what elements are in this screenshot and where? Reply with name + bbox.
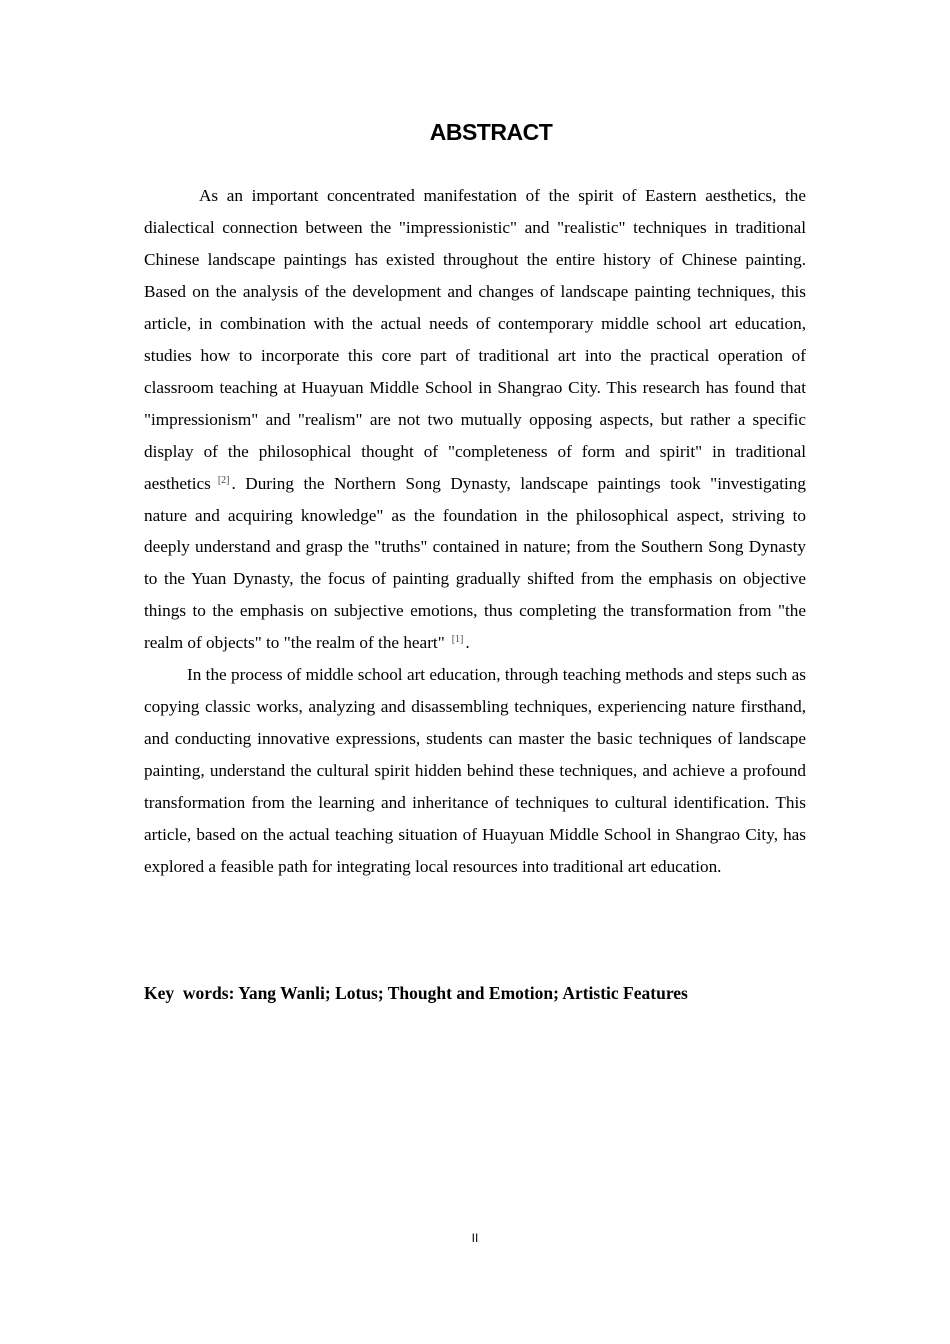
abstract-title: ABSTRACT: [429, 119, 553, 145]
citation-reference: [1]: [451, 634, 464, 646]
keywords-line: Key words: Yang Wanli; Lotus; Thought and Emotion; Artistic Features: [144, 983, 688, 1003]
citation-reference: [2]: [217, 474, 230, 486]
abstract-paragraph-1: [144, 180, 806, 659]
paragraph-1-text-b: . During the Northern Song Dynasty, landscape paintings took "investigating nature and acquiring knowledge" as the foundation in the philosophical aspect, striving to deeply understand and grasp the "truths" contained in nature; from the Southern Song Dynasty to the Yuan Dynasty, the focus of painting gradually shifted from the emphasis on objective things to the emphasis on subjective emotions, thus completing the transformation from "the realm of objects" to "the realm of the heart": [144, 473, 806, 653]
page-number: II: [471, 1231, 479, 1245]
abstract-body: [144, 180, 806, 883]
abstract-paragraph-2: In the process of middle school art education, through teaching methods and steps such as copying classic works, analyzing and disassembling techniques, experiencing nature firsthand, and conducting innovative expressions, students can master the basic techniques of landscape painting, understand the cultural spirit hidden behind these techniques, and achieve a profound transformation from the learning and inheritance of techniques to cultural identification. This article, based on the actual teaching situation of Huayuan Middle School in Shangrao City, has explored a feasible path for integrating local resources into traditional art education.: [144, 665, 806, 877]
paragraph-1-text-c: .: [465, 633, 470, 653]
paragraph-1-text-a: As an important concentrated manifestation of the spirit of Eastern aesthetics, the dialectical connection between the "impressionistic" and "realistic" techniques in traditional Chinese landscape paintings has existed throughout the entire history of Chinese painting. Based on the analysis of the development and changes of landscape painting techniques, this article, in combination with the actual needs of contemporary middle school art education, studies how to incorporate this core part of traditional art into the practical operation of classroom teaching at Huayuan Middle School in Shangrao City. This research has found that "impressionism" and "realism" are not two mutually opposing aspects, but rather a specific display of the philosophical thought of "completeness of form and spirit" in traditional aesthetics: [144, 186, 806, 493]
